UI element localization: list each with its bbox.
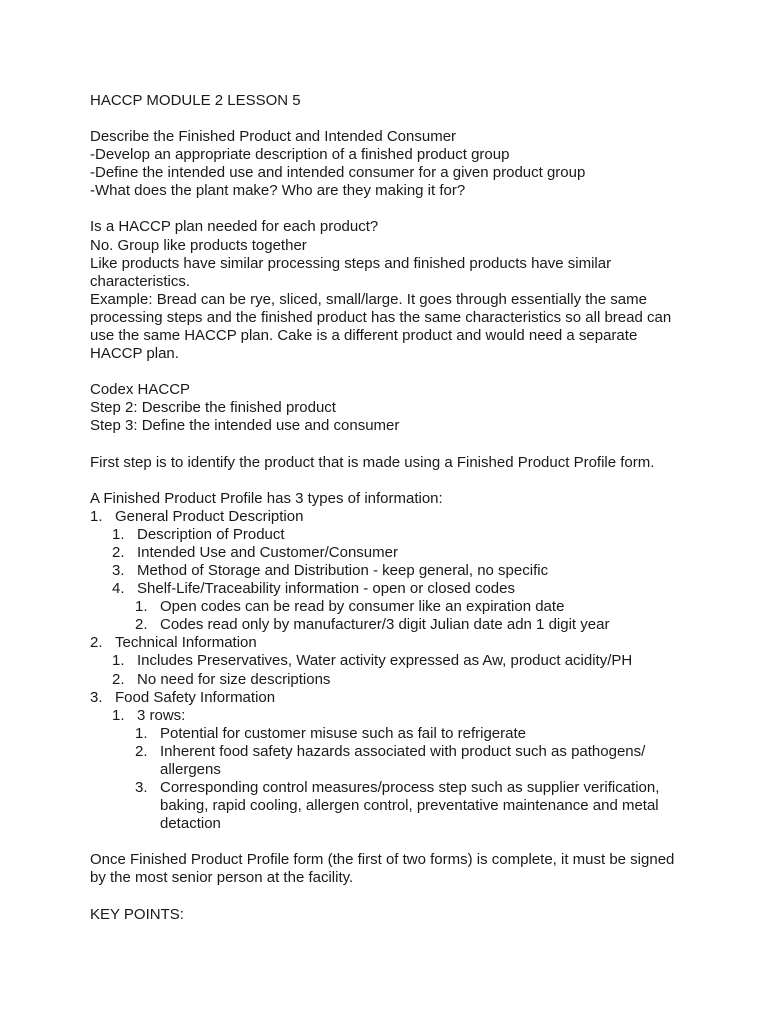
signoff-text: Once Finished Product Profile form (the first of two forms) is complete, it must be signed by the most senior person at the facility. [90, 851, 675, 887]
profile-heading: A Finished Product Profile has 3 types of information: [90, 489, 443, 507]
list-item-label: Method of Storage and Distribution - keep general, no specific [137, 561, 549, 579]
list-item [90, 671, 690, 689]
list-number: 2. [135, 742, 148, 760]
list-item-label: Shelf-Life/Traceability information - open or closed codes [137, 580, 515, 598]
list-item [90, 562, 690, 580]
profile-section [90, 490, 690, 834]
list-number: 2. [135, 616, 148, 634]
list-item [90, 743, 690, 779]
list-item-label: Potential for customer misuse such as fail to refrigerate [160, 724, 526, 742]
list-number: 1. [112, 706, 125, 724]
list-number: 3. [112, 561, 125, 579]
list-item-label: Food Safety Information [115, 688, 276, 706]
list-item [90, 725, 690, 743]
list-item-label: Corresponding control measures/process step such as supplier verification, baking, rapid cooling, allergen control, preventative maintenance and metal detaction [160, 779, 660, 833]
list-item [90, 707, 690, 725]
list-item [90, 526, 690, 544]
codex-section [90, 381, 690, 435]
list-number: 1. [112, 525, 125, 543]
list-number: 3. [90, 688, 103, 706]
list-item [90, 598, 690, 616]
list-item-label: Technical Information [115, 634, 257, 652]
list-item [90, 616, 690, 634]
list-item [90, 634, 690, 652]
list-number: 3. [135, 779, 148, 797]
page-title: HACCP MODULE 2 LESSON 5 [90, 92, 301, 109]
list-item-label: No need for size descriptions [137, 670, 331, 688]
key-points-heading: KEY POINTS: [90, 905, 184, 923]
list-number: 2. [112, 543, 125, 561]
plan-question: Is a HACCP plan needed for each product? [90, 218, 379, 236]
list-item-label: Description of Product [137, 525, 285, 543]
list-item [90, 652, 690, 670]
intro-section [90, 128, 690, 200]
list-item [90, 508, 690, 526]
list-number: 1. [135, 598, 148, 616]
codex-heading: Codex HACCP [90, 381, 191, 399]
list-number: 2. [112, 670, 125, 688]
list-item-label: Inherent food safety hazards associated with product such as pathogens/ allergens [160, 742, 646, 778]
intro-line: -What does the plant make? Who are they making it for? [90, 182, 466, 200]
list-item-label: 3 rows: [137, 706, 186, 724]
list-number: 1. [135, 724, 148, 742]
codex-step-3: Step 3: Define the intended use and consumer [90, 417, 400, 435]
intro-heading: Describe the Finished Product and Intended Consumer [90, 128, 457, 146]
list-number: 1. [112, 652, 125, 670]
list-item [90, 580, 690, 598]
document-body [90, 92, 690, 924]
list-item [90, 544, 690, 562]
plan-question-section [90, 218, 690, 363]
intro-line: -Develop an appropriate description of a finished product group [90, 146, 510, 164]
list-item-label: General Product Description [115, 507, 304, 525]
list-item [90, 689, 690, 707]
list-number: 1. [90, 507, 103, 525]
first-step-text: First step is to identify the product that is made using a Finished Product Profile form. [90, 453, 655, 471]
list-number: 2. [90, 634, 103, 652]
list-number: 4. [112, 580, 125, 598]
list-item-label: Open codes can be read by consumer like an expiration date [160, 598, 565, 616]
list-item-label: Intended Use and Customer/Consumer [137, 543, 398, 561]
list-item-label: Codes read only by manufacturer/3 digit Julian date adn 1 digit year [160, 616, 610, 634]
list-item-label: Includes Preservatives, Water activity expressed as Aw, product acidity/PH [137, 652, 633, 670]
example-text: Example: Bread can be rye, sliced, small/large. It goes through essentially the same processing steps and the finished product has the same characteristics so all bread can use the same HACCP plan. Cake is a different product and would need a separate HACCP plan. [90, 290, 672, 363]
like-products-text: Like products have similar processing steps and finished products have similar characteristics. [90, 254, 612, 290]
plan-answer: No. Group like products together [90, 236, 307, 254]
list-item [90, 779, 690, 833]
codex-step-2: Step 2: Describe the finished product [90, 399, 336, 417]
intro-line: -Define the intended use and intended consumer for a given product group [90, 164, 586, 182]
